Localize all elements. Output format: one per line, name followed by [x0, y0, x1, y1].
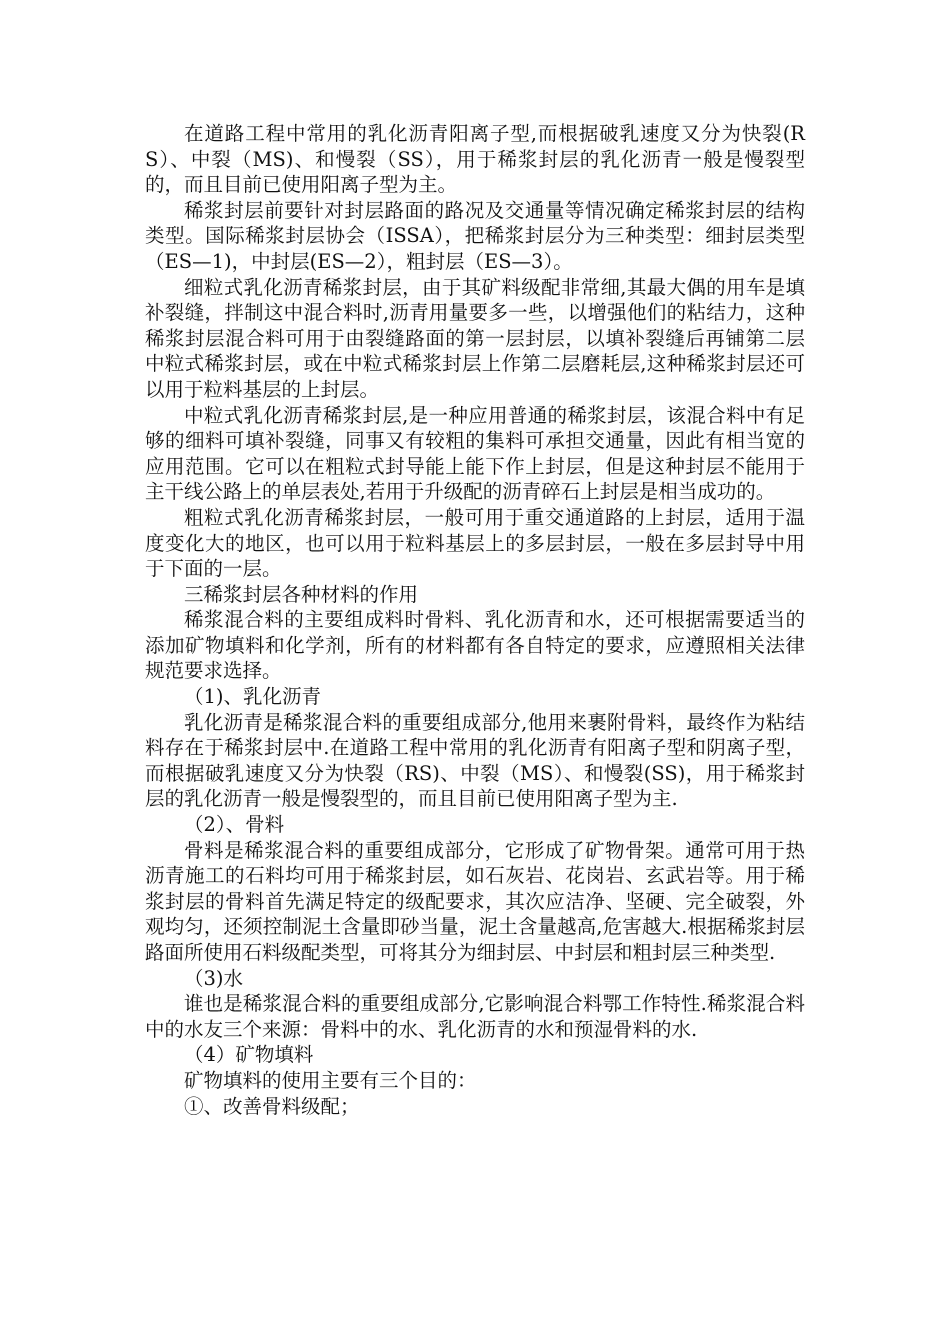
paragraph-mineral-filler-purpose: 矿物填料的使用主要有三个目的：: [184, 1068, 477, 1092]
paragraph-water: 谁也是稀浆混合料的重要组成部分,它影响混合料鄂工作特性.稀浆混合料中的水友三个来源：骨料中的水、乳化沥青的水和预湿骨料的水.: [145, 992, 805, 1041]
paragraph-coarse-slurry-seal: 粗粒式乳化沥青稀浆封层，一般可用于重交通道路的上封层，适用于温度变化大的地区，也可以用于粒料基层上的多层封层，一般在多层封导中用于下面的一层。: [145, 505, 805, 581]
section-heading-material-roles: 三稀浆封层各种材料的作用: [184, 582, 419, 606]
paragraph-mixture-composition: 稀浆混合料的主要组成料时骨料、乳化沥青和水，还可根据需要适当的添加矿物填料和化学剂，所有的材料都有各自特定的要求，应遵照相关法律规范要求选择。: [145, 608, 805, 683]
subheading-mineral-filler: （4）矿物填料: [184, 1043, 314, 1067]
paragraph-slurry-seal-structure-types: 稀浆封层前要针对封层路面的路况及交通量等情况确定稀浆封层的结构类型。国际稀浆封层协会（ISSA），把稀浆封层分为三种类型：细封层类型（ES—1)，中封层(ES—2），粗封层（ES—3）。: [145, 198, 805, 273]
subheading-emulsified-asphalt: （1)、乳化沥青: [184, 685, 322, 709]
document-body: [145, 121, 805, 1119]
paragraph-medium-slurry-seal: 中粒式乳化沥青稀浆封层,是一种应用普通的稀浆封层，该混合料中有足够的细料可填补裂缝，同事又有较粗的集料可承担交通量，因此有相当宽的应用范围。它可以在粗粒式封导能上能下作上封层，但是这种封层不能用于主干线公路上的单层表处,若用于升级配的沥青碎石上封层是相当成功的。: [145, 403, 805, 504]
subheading-aggregate: （2）、骨料: [184, 813, 285, 837]
subheading-water: （3)水: [184, 966, 244, 990]
paragraph-emulsified-asphalt: 乳化沥青是稀浆混合料的重要组成部分,他用来裹附骨料，最终作为粘结料存在于稀浆封层中.在道路工程中常用的乳化沥青有阳离子型和阴离子型，而根据破乳速度又分为快裂（RS)、中裂（MS）、和慢裂(SS)，用于稀浆封层的乳化沥青一般是慢裂型的，而且目前已使用阳离子型为主.: [145, 710, 805, 811]
paragraph-fine-slurry-seal: 细粒式乳化沥青稀浆封层，由于其矿料级配非常细,其最大偶的用车是填补裂缝，拌制这中混合料时,沥青用量要多一些，以增强他们的粘结力，这种稀浆封层混合料可用于由裂缝路面的第一层封层，以填补裂缝后再铺第二层中粒式稀浆封层，或在中粒式稀浆封层上作第二层磨耗层,这种稀浆封层还可以用于粒料基层的上封层。: [145, 275, 805, 401]
paragraph-aggregate: 骨料是稀浆混合料的重要组成部分，它形成了矿物骨架。通常可用于热沥青施工的石料均可用于稀浆封层，如石灰岩、花岗岩、玄武岩等。用于稀浆封层的骨料首先满足特定的级配要求，其次应洁净、坚硬、完全破裂，外观均匀，还须控制泥土含量即砂当量，泥土含量越高,危害越大.根据稀浆封层路面所使用石料级配类型，可将其分为细封层、中封层和粗封层三种类型.: [145, 838, 805, 964]
list-item-improve-gradation: ①、改善骨料级配；: [184, 1094, 360, 1118]
paragraph-emulsified-asphalt-types: 在道路工程中常用的乳化沥青阳离子型,而根据破乳速度又分为快裂(RS）、中裂（MS)、和慢裂（SS），用于稀浆封层的乳化沥青一般是慢裂型的，而且目前已使用阳离子型为主。: [145, 122, 805, 197]
